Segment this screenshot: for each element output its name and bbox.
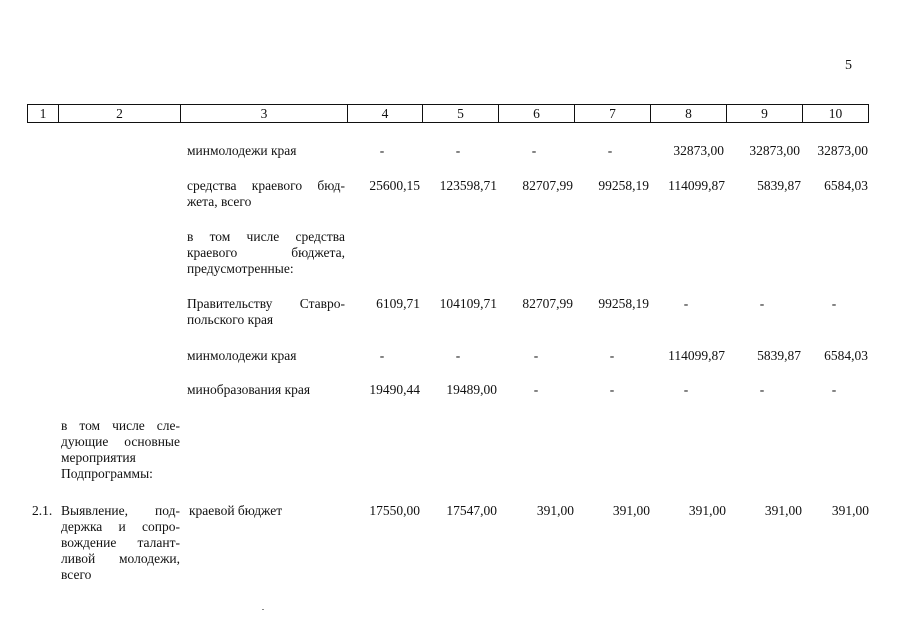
cell-value: - <box>831 382 837 397</box>
header-cell-9: 9 <box>726 105 802 122</box>
cell-value: - <box>609 382 615 397</box>
row-label-kraevoy-line: жета, всего <box>187 194 252 209</box>
header-cell-7: 7 <box>574 105 650 122</box>
row-label-minmolodezhi: минмолодежи края <box>187 143 297 158</box>
page-number: 5 <box>845 58 852 73</box>
header-cell-1: 1 <box>39 106 47 121</box>
cell-value: 5839,87 <box>757 178 801 193</box>
row-label-including-line: в том числе средства <box>187 229 345 244</box>
cell-value: - <box>683 296 689 311</box>
cell-value: - <box>455 143 461 158</box>
item-title-line: вождение талант- <box>61 535 180 550</box>
cell-value: 391,00 <box>688 503 726 518</box>
cell-value: - <box>759 382 765 397</box>
cell-value: 32873,00 <box>749 143 800 158</box>
cell-value: 6109,71 <box>376 296 420 311</box>
cell-value: 99258,19 <box>598 178 649 193</box>
cell-value: - <box>455 348 461 363</box>
cell-value: - <box>683 382 689 397</box>
cell-value: 104109,71 <box>439 296 497 311</box>
section-heading-line: дующие основные <box>61 434 180 449</box>
item-number: 2.1. <box>32 503 53 518</box>
cell-value: 17547,00 <box>446 503 497 518</box>
table-header-row <box>27 104 869 123</box>
header-cell-4: 4 <box>347 105 422 122</box>
section-heading-line: в том числе сле- <box>61 418 180 433</box>
header-cell-10: 10 <box>802 105 868 122</box>
header-cell-2: 2 <box>58 105 180 122</box>
cell-value: 5839,87 <box>757 348 801 363</box>
cell-value: 99258,19 <box>598 296 649 311</box>
cell-value: 32873,00 <box>817 143 868 158</box>
row-label-including-line: краевого бюджета, <box>187 245 345 260</box>
row-label-minobrazovaniya: минобразования края <box>187 382 311 397</box>
cell-value: 391,00 <box>612 503 650 518</box>
funding-source: краевой бюджет <box>189 503 283 518</box>
header-cell-3: 3 <box>180 105 347 122</box>
cell-value: - <box>831 296 837 311</box>
cell-value: 391,00 <box>764 503 802 518</box>
row-label-kraevoy-line: средства краевого бюд- <box>187 178 345 193</box>
scan-speck <box>262 609 264 610</box>
header-cell-8: 8 <box>650 105 726 122</box>
cell-value: 82707,99 <box>522 296 573 311</box>
row-label-government-line: польского края <box>187 312 274 327</box>
cell-value: - <box>379 143 385 158</box>
cell-value: 25600,15 <box>369 178 420 193</box>
section-heading-line: Подпрограммы: <box>61 466 153 481</box>
item-title-line: ливой молодежи, <box>61 551 180 566</box>
row-label-including-line: предусмотренные: <box>187 261 294 276</box>
cell-value: 19489,00 <box>446 382 497 397</box>
cell-value: - <box>759 296 765 311</box>
cell-value: 114099,87 <box>668 348 725 363</box>
cell-value: 391,00 <box>536 503 574 518</box>
row-label-minmolodezhi: минмолодежи края <box>187 348 297 363</box>
cell-value: 82707,99 <box>522 178 573 193</box>
header-cell-6: 6 <box>498 105 574 122</box>
cell-value: 32873,00 <box>673 143 724 158</box>
cell-value: - <box>531 143 537 158</box>
cell-value: 391,00 <box>831 503 869 518</box>
header-cell-5: 5 <box>422 105 498 122</box>
row-label-government-line: Правительству Ставро- <box>187 296 345 311</box>
cell-value: 17550,00 <box>369 503 420 518</box>
cell-value: 123598,71 <box>439 178 497 193</box>
section-heading-line: мероприятия <box>61 450 136 465</box>
item-title-line: держка и сопро- <box>61 519 180 534</box>
cell-value: 6584,03 <box>824 178 868 193</box>
item-title-line: Выявление, под- <box>61 503 180 518</box>
cell-value: 6584,03 <box>824 348 868 363</box>
item-title-line: всего <box>61 567 92 582</box>
cell-value: - <box>379 348 385 363</box>
cell-value: - <box>609 348 615 363</box>
cell-value: 114099,87 <box>668 178 725 193</box>
cell-value: - <box>607 143 613 158</box>
cell-value: - <box>533 348 539 363</box>
cell-value: - <box>533 382 539 397</box>
cell-value: 19490,44 <box>369 382 420 397</box>
